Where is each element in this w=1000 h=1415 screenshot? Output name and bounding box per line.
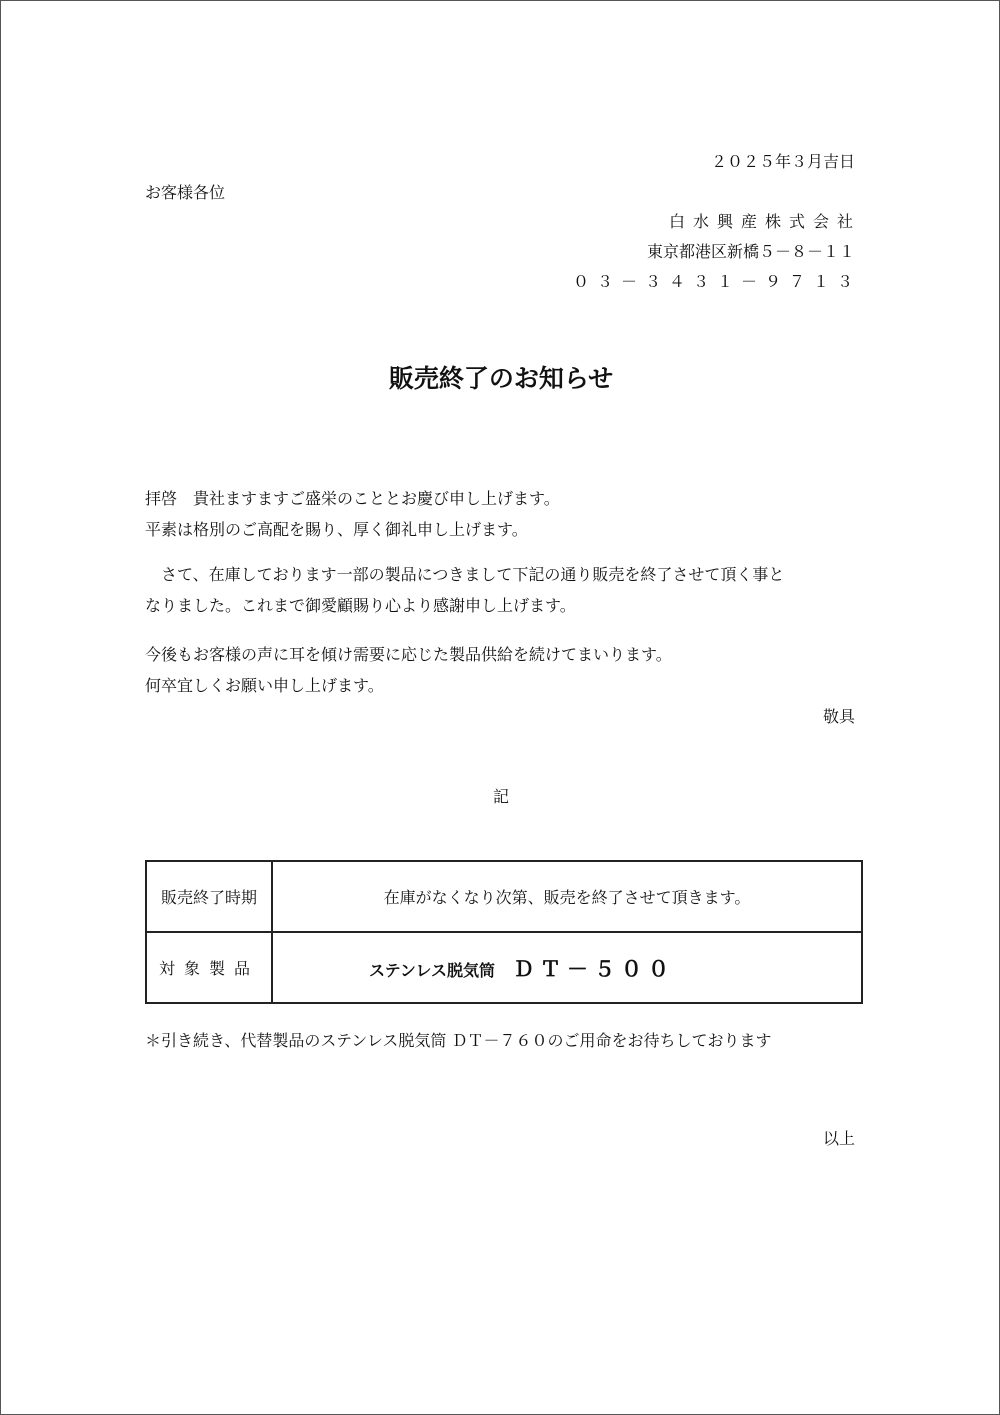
- greeting-line-1: 拝啓 貴社ますますご盛栄のこととお慶び申し上げます。: [145, 489, 560, 508]
- closing-word: 敬具: [822, 707, 855, 726]
- closing-line-2: 何卒宜しくお願い申し上げます。: [145, 676, 384, 695]
- document-title: 販売終了のお知らせ: [388, 364, 614, 393]
- company-address: 東京都港区新橋５－８－１１: [646, 242, 855, 261]
- value-end-period: 在庫がなくなり次第、販売を終了させて頂きます。: [272, 861, 862, 932]
- greeting-paragraph: [145, 483, 861, 545]
- notice-paragraph: [145, 559, 861, 621]
- table-row: [146, 861, 862, 932]
- recipient: お客様各位: [145, 183, 226, 202]
- closing-line-1: 今後もお客様の声に耳を傾け需要に応じた製品供給を続けてまいります。: [145, 645, 672, 664]
- value-target-product: [272, 932, 862, 1003]
- greeting-line-2: 平素は格別のご高配を賜り、厚く御礼申し上げます。: [145, 520, 528, 539]
- company-name: 白水興産株式会社: [668, 212, 861, 231]
- table-row: [146, 932, 862, 1003]
- notice-table: [145, 860, 863, 1004]
- end-mark: 以上: [822, 1129, 855, 1148]
- footnote: ＊引き続き、代替製品のステンレス脱気筒 ＤＴ－７６０のご用命をお待ちしております: [145, 1031, 772, 1050]
- label-target-product: 対象製品: [146, 932, 272, 1003]
- closing-paragraph: [145, 639, 861, 701]
- ki-heading: 記: [492, 787, 509, 806]
- label-end-period: 販売終了時期: [146, 861, 272, 932]
- notice-line-2: なりました。これまで御愛顧賜り心より感謝申し上げます。: [145, 596, 576, 615]
- issue-date: ２０２５年３月吉日: [710, 152, 855, 171]
- notice-line-1: さて、在庫しております一部の製品につきまして下記の通り販売を終了させて頂く事と: [145, 565, 785, 584]
- product-code: ＤＴ－５００: [513, 956, 676, 981]
- company-phone: ０３－３４３１－９７１３: [572, 272, 861, 291]
- product-name: ステンレス脱気筒: [369, 960, 496, 980]
